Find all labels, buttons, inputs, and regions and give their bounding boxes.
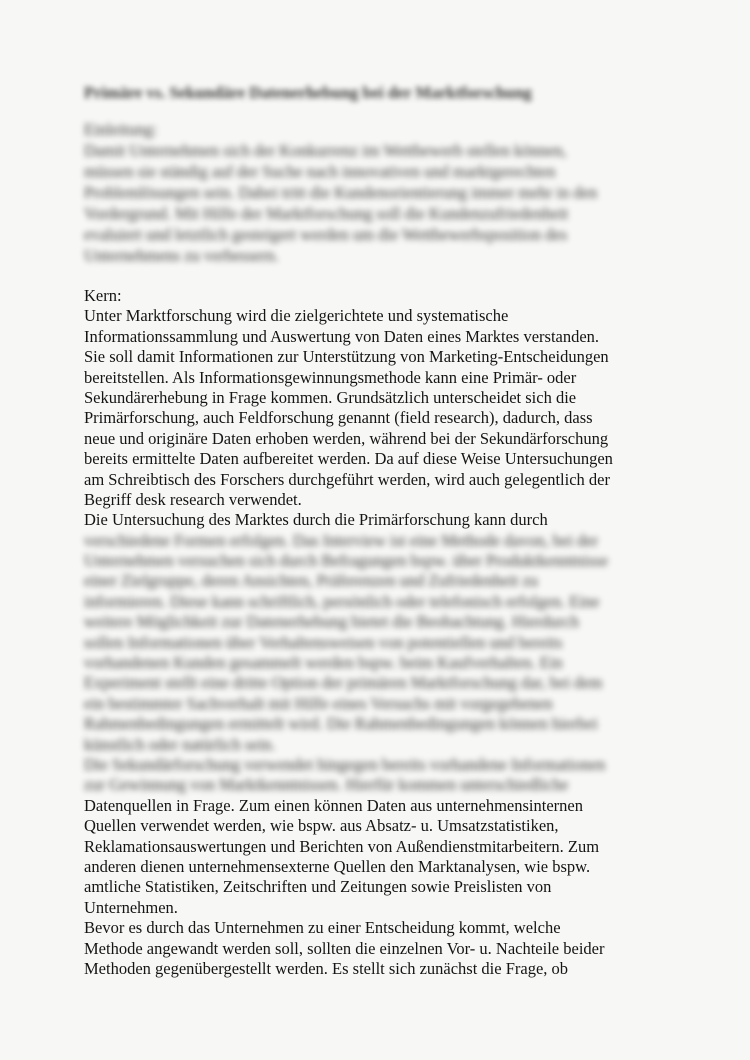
text-line: ein bestimmter Sachverhalt mit Hilfe eines Versuchs mit vorgegebenen — [84, 693, 553, 713]
text-line: Informationssammlung und Auswertung von Daten eines Marktes verstanden. — [84, 326, 600, 346]
text-line: Methode angewandt werden soll, sollten die einzelnen Vor- u. Nachteile beider — [84, 938, 605, 958]
text-line: Sekundärerhebung in Frage kommen. Grundsätzlich unterscheidet sich die — [84, 387, 577, 407]
text-line: informieren. Diese kann schriftlich, persönlich oder telefonisch erfolgen. Eine — [84, 591, 600, 611]
text-line: Unter Marktforschung wird die zielgerichtete und systematische — [84, 306, 509, 326]
text-line: vorhandenen Kunden gesammelt werden bspw. beim Kaufverhalten. Ein — [84, 653, 563, 673]
text-line: sollen Informationen über Verhaltensweisen von potentiellen und bereits — [84, 632, 563, 652]
document-title: Primäre vs. Sekundäre Datenerhebung bei der Marktforschung — [84, 83, 532, 102]
text-line: bereitstellen. Als Informationsgewinnungsmethode kann eine Primär- oder — [84, 367, 577, 387]
text-line: Reklamationsauswertungen und Berichten von Außendienstmitarbeitern. Zum — [84, 836, 600, 856]
text-line: evaluiert und letztlich gesteigert werden um die Wettbewerbsposition des — [84, 225, 568, 244]
text-line: künstlich oder natürlich sein. — [84, 734, 276, 754]
text-line: Bevor es durch das Unternehmen zu einer Entscheidung kommt, welche — [84, 918, 561, 938]
text-line: neue und originäre Daten erhoben werden, während bei der Sekundärforschung — [84, 428, 609, 448]
text-line: Damit Unternehmen sich der Konkurrenz im Wettbewerb stellen können, — [84, 141, 567, 160]
text-line: Quellen verwendet werden, wie bspw. aus Absatz- u. Umsatzstatistiken, — [84, 816, 559, 836]
text-line: Die Sekundärforschung verwendet hingegen bereits vorhandene Informationen — [84, 754, 606, 774]
text-line: Datenquellen in Frage. Zum einen können Daten aus unternehmensinternen — [84, 795, 583, 815]
text-line: Problemlösungen sein. Dabei tritt die Kundenorientierung immer mehr in den — [84, 183, 598, 202]
text-line: Rahmenbedingungen ermittelt wird. Die Rahmenbedingungen können hierbei — [84, 714, 598, 734]
text-line: einer Zielgruppe, deren Ansichten, Präferenzen und Zufriedenheit zu — [84, 571, 539, 591]
text-line: müssen sie ständig auf der Suche nach innovativen und marktgerechten — [84, 162, 556, 181]
text-line: anderen dienen unternehmensexterne Quellen den Marktanalysen, wie bspw. — [84, 856, 591, 876]
text-line: Einleitung: — [84, 120, 158, 139]
text-line: Sie soll damit Informationen zur Unterstützung von Marketing-Entscheidungen — [84, 347, 609, 367]
text-line: am Schreibtisch des Forschers durchgeführt werden, wird auch gelegentlich der — [84, 469, 610, 489]
text-line: Experiment stellt eine dritte Option der primären Marktforschung dar, bei dem — [84, 673, 603, 693]
text-line: Methoden gegenübergestellt werden. Es stellt sich zunächst die Frage, ob — [84, 958, 569, 978]
text-line: verschiedene Formen erfolgen. Das Interview ist eine Methode davon, bei der — [84, 530, 599, 550]
text-line: bereits ermittelte Daten aufbereitet werden. Da auf diese Weise Untersuchungen — [84, 449, 613, 469]
text-line: Primärforschung, auch Feldforschung genannt (field research), dadurch, dass — [84, 408, 593, 428]
text-line: Die Untersuchung des Marktes durch die Primärforschung kann durch — [84, 510, 548, 530]
intro-section — [84, 119, 684, 266]
text-line: zur Gewinnung von Marktkenntnissen. Hierfür kommen unterschiedliche — [84, 775, 569, 795]
text-line: Unternehmens zu verbessern. — [84, 246, 279, 265]
text-line: amtliche Statistiken, Zeitschriften und Zeitungen sowie Preislisten von — [84, 877, 552, 897]
text-line: Kern: — [84, 286, 122, 305]
text-line: Unternehmen. — [84, 897, 178, 917]
text-line: Begriff desk research verwendet. — [84, 489, 302, 509]
text-line: weitere Möglichkeit zur Datenerhebung bietet die Beobachtung. Hierdurch — [84, 612, 579, 632]
text-line: Unternehmen versuchen sich durch Befragungen bspw. über Produktkenntnisse — [84, 551, 609, 571]
body-section — [84, 286, 694, 979]
text-line: Vordergrund. Mit Hilfe der Marktforschung soll die Kundenzufriedenheit — [84, 204, 569, 223]
